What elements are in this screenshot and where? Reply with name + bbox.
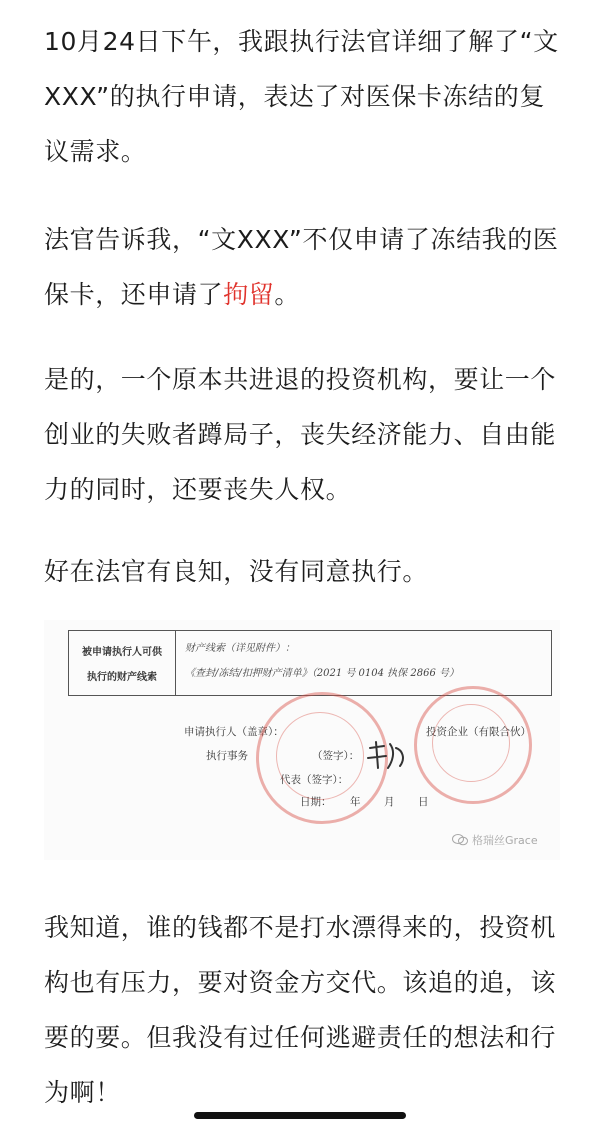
table-label-cell [69,631,176,695]
paragraph-1 [44,14,560,179]
chat-icon [452,834,468,846]
red-seal-right-inner [432,704,510,782]
table-label-line-1: 被申请执行人可供 [82,647,162,658]
date-day: 日 [418,796,429,808]
paragraph-1-text: 10月24日下午，我跟执行法官详细了解了“文XXX”的执行申请，表达了对医保卡冻结的复议需求。 [44,27,559,166]
applicant-label: 申请执行人（盖章）： [184,726,284,738]
document-scan-image [44,620,560,860]
table-label-line-2: 执行的财产线索 [87,672,157,683]
date-year: 年 [350,796,361,808]
paragraph-2 [44,212,560,322]
table-value-cell [185,639,545,679]
highlighted-word: 拘留 [223,280,275,309]
paragraph-4 [44,544,560,599]
date-label: 日期： [300,796,332,808]
applicant-value: 投资企业（有限合伙） [426,726,531,738]
paragraph-3 [44,352,560,517]
table-value-line-1: 财产线索（详见附件）： [185,643,295,654]
watermark-text: 格瑞丝Grace [472,834,538,847]
representative-label: 代表（签字）： [280,774,349,786]
table-value-line-2: 《查封/冻结/扣押财产清单》（2021 号 0104 执保 2866 号） [185,668,459,679]
paragraph-2-text: 法官告诉我，“文XXX”不仅申请了冻结我的医保卡，还申请了 [44,225,559,309]
date-month: 月 [384,796,395,808]
paragraph-2-end: 。 [274,280,301,309]
red-seal-left-inner [276,712,364,800]
partner-label: 执行事务 [206,750,248,762]
paragraph-3-text: 是的，一个原本共进退的投资机构，要让一个创业的失败者蹲局子，丧失经济能力、自由能力的同时，还要丧失人权。 [44,365,557,504]
home-indicator[interactable] [194,1112,406,1119]
paragraph-5-text: 我知道，谁的钱都不是打水漂得来的，投资机构也有压力，要对资金方交代。该追的追，该要的要。但我没有过任何逃避责任的想法和行为啊！ [44,913,557,1107]
paragraph-4-text: 好在法官有良知，没有同意执行。 [44,557,429,586]
handwritten-signature [366,738,410,774]
paragraph-5 [44,900,560,1120]
watermark [452,832,538,848]
partner-sign-label: （签字）： [312,750,360,762]
